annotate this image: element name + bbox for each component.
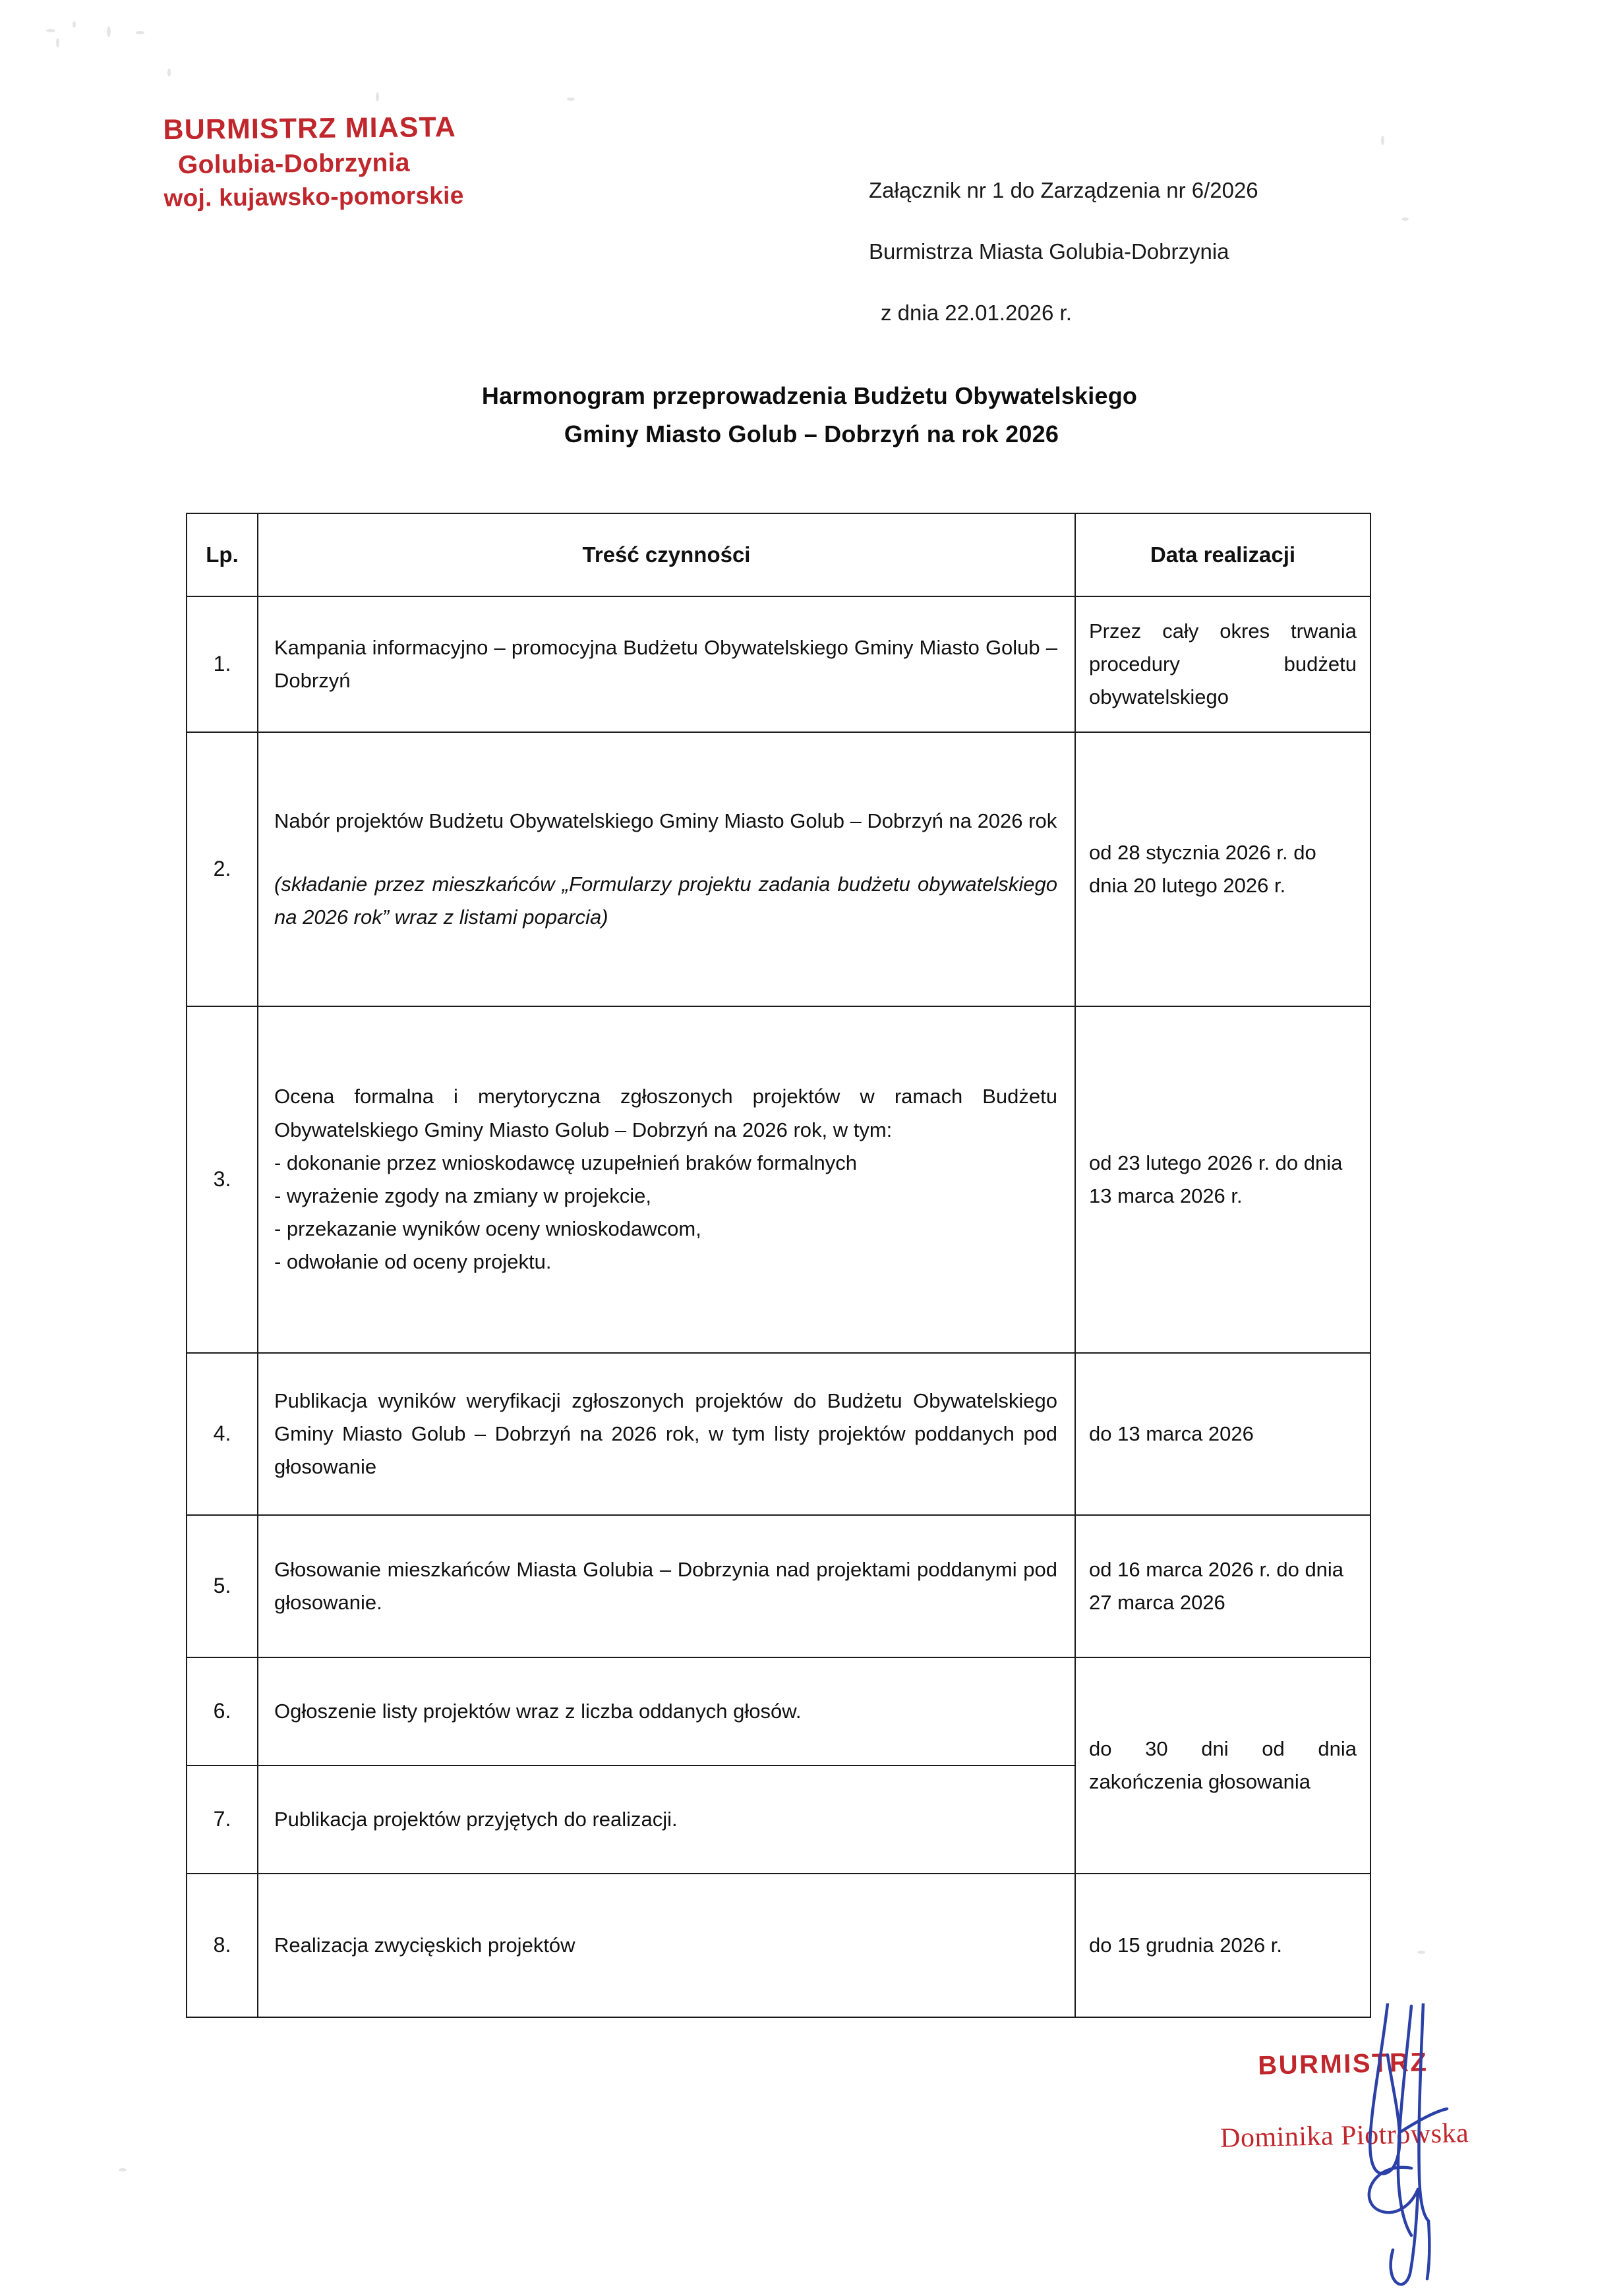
row-task-text: Ogłoszenie listy projektów wraz z liczba oddanych głosów.	[258, 1657, 1075, 1765]
row-date-text: Przez cały okres trwania procedury budżetu obywatelskiego	[1075, 596, 1370, 732]
row-number: 8.	[187, 1874, 258, 2017]
row-number: 4.	[187, 1353, 258, 1515]
stamp-line-voivodeship: woj. kujawsko-pomorskie	[163, 181, 464, 212]
scan-speck	[167, 69, 171, 76]
scan-speck	[73, 21, 76, 28]
stamp-line-city: Golubia-Dobrzynia	[177, 148, 411, 179]
row-date-text: do 15 grudnia 2026 r.	[1075, 1874, 1370, 2017]
scan-speck	[119, 2168, 127, 2171]
page-title	[0, 377, 1619, 454]
reference-authority-line: Burmistrza Miasta Golubia-Dobrzynia	[869, 239, 1229, 264]
row-task-note: (składanie przez mieszkańców „Formularzy projektu zadania budżetu obywatelskiego na 2026 rok” wraz z listami poparcia)	[274, 872, 1057, 929]
reference-attachment-line: Załącznik nr 1 do Zarządzenia nr 6/2026	[869, 178, 1258, 202]
row-task-bullet: - dokonanie przez wnioskodawcę uzupełnień braków formalnych	[274, 1151, 857, 1174]
table-header-row	[187, 513, 1370, 596]
scan-speck	[1417, 1951, 1425, 1954]
row-task-intro: Ocena formalna i merytoryczna zgłoszonych projektów w ramach Budżetu Obywatelskiego Gminy Miasto Golub – Dobrzyń na 2026 rok, w tym:	[274, 1085, 1057, 1141]
row-number: 1.	[187, 596, 258, 732]
row-task-bullet: - odwołanie od oceny projektu.	[274, 1250, 552, 1274]
scan-speck	[107, 26, 111, 37]
schedule-table	[186, 513, 1371, 2018]
row-task-main: Nabór projektów Budżetu Obywatelskiego Gminy Miasto Golub – Dobrzyń na 2026 rok	[274, 809, 1057, 832]
scan-speck	[1401, 217, 1409, 221]
reference-date-line: z dnia 22.01.2026 r.	[881, 301, 1072, 325]
table-row	[187, 596, 1370, 732]
row-date-text: od 16 marca 2026 r. do dnia 27 marca 2026	[1075, 1515, 1370, 1657]
row-task-bullet: - przekazanie wyników oceny wnioskodawcom,	[274, 1217, 701, 1241]
row-task-text	[258, 1006, 1075, 1353]
scan-speck	[1381, 136, 1384, 145]
row-task-text: Publikacja wyników weryfikacji zgłoszonych projektów do Budżetu Obywatelskiego Gminy Miasto Golub – Dobrzyń na 2026 rok, w tym listy projektów poddanych pod głosowanie	[258, 1353, 1075, 1515]
signature-stamp	[1218, 2047, 1469, 2154]
stamp-line-role: BURMISTRZ MIASTA	[163, 111, 457, 146]
row-number: 5.	[187, 1515, 258, 1657]
row-date-text-merged: do 30 dni od dnia zakończenia głosowania	[1075, 1657, 1370, 1874]
table-row	[187, 1006, 1370, 1353]
row-date-text: do 13 marca 2026	[1075, 1353, 1370, 1515]
scan-speck	[567, 98, 575, 101]
row-date-text: od 28 stycznia 2026 r. do dnia 20 lutego 2026 r.	[1075, 732, 1370, 1006]
row-number: 6.	[187, 1657, 258, 1765]
table-row	[187, 732, 1370, 1006]
row-number: 7.	[187, 1765, 258, 1874]
row-task-text: Realizacja zwycięskich projektów	[258, 1874, 1075, 2017]
table-row	[187, 1515, 1370, 1657]
column-header-task: Treść czynności	[258, 513, 1075, 596]
row-task-text: Głosowanie mieszkańców Miasta Golubia – Dobrzynia nad projektami poddanymi pod głosowanie.	[258, 1515, 1075, 1657]
table-row	[187, 1353, 1370, 1515]
reference-block	[869, 179, 1258, 363]
signature-role: BURMISTRZ	[1257, 2048, 1428, 2081]
office-stamp-header	[163, 109, 464, 214]
row-number: 2.	[187, 732, 258, 1006]
page-title-line-2: Gminy Miasto Golub – Dobrzyń na rok 2026	[564, 420, 1059, 448]
table-row	[187, 1874, 1370, 2017]
column-header-lp: Lp.	[187, 513, 258, 596]
page-title-line-1: Harmonogram przeprowadzenia Budżetu Obywatelskiego	[481, 382, 1138, 409]
table-row	[187, 1657, 1370, 1765]
signature-name: Dominika Piotrowska	[1220, 2118, 1469, 2154]
row-task-bullet: - wyrażenie zgody na zmiany w projekcie,	[274, 1184, 652, 1207]
column-header-date: Data realizacji	[1075, 513, 1370, 596]
row-date-text: od 23 lutego 2026 r. do dnia 13 marca 2026 r.	[1075, 1006, 1370, 1353]
row-task-bullet-list	[274, 1147, 1057, 1279]
scan-speck	[46, 29, 55, 32]
scan-speck	[56, 38, 59, 47]
row-number: 3.	[187, 1006, 258, 1353]
scan-speck	[376, 92, 379, 101]
row-task-text: Kampania informacyjno – promocyjna Budżetu Obywatelskiego Gminy Miasto Golub – Dobrzyń	[258, 596, 1075, 732]
row-task-text	[258, 732, 1075, 1006]
row-task-text: Publikacja projektów przyjętych do realizacji.	[258, 1765, 1075, 1874]
scan-speck	[136, 31, 144, 34]
